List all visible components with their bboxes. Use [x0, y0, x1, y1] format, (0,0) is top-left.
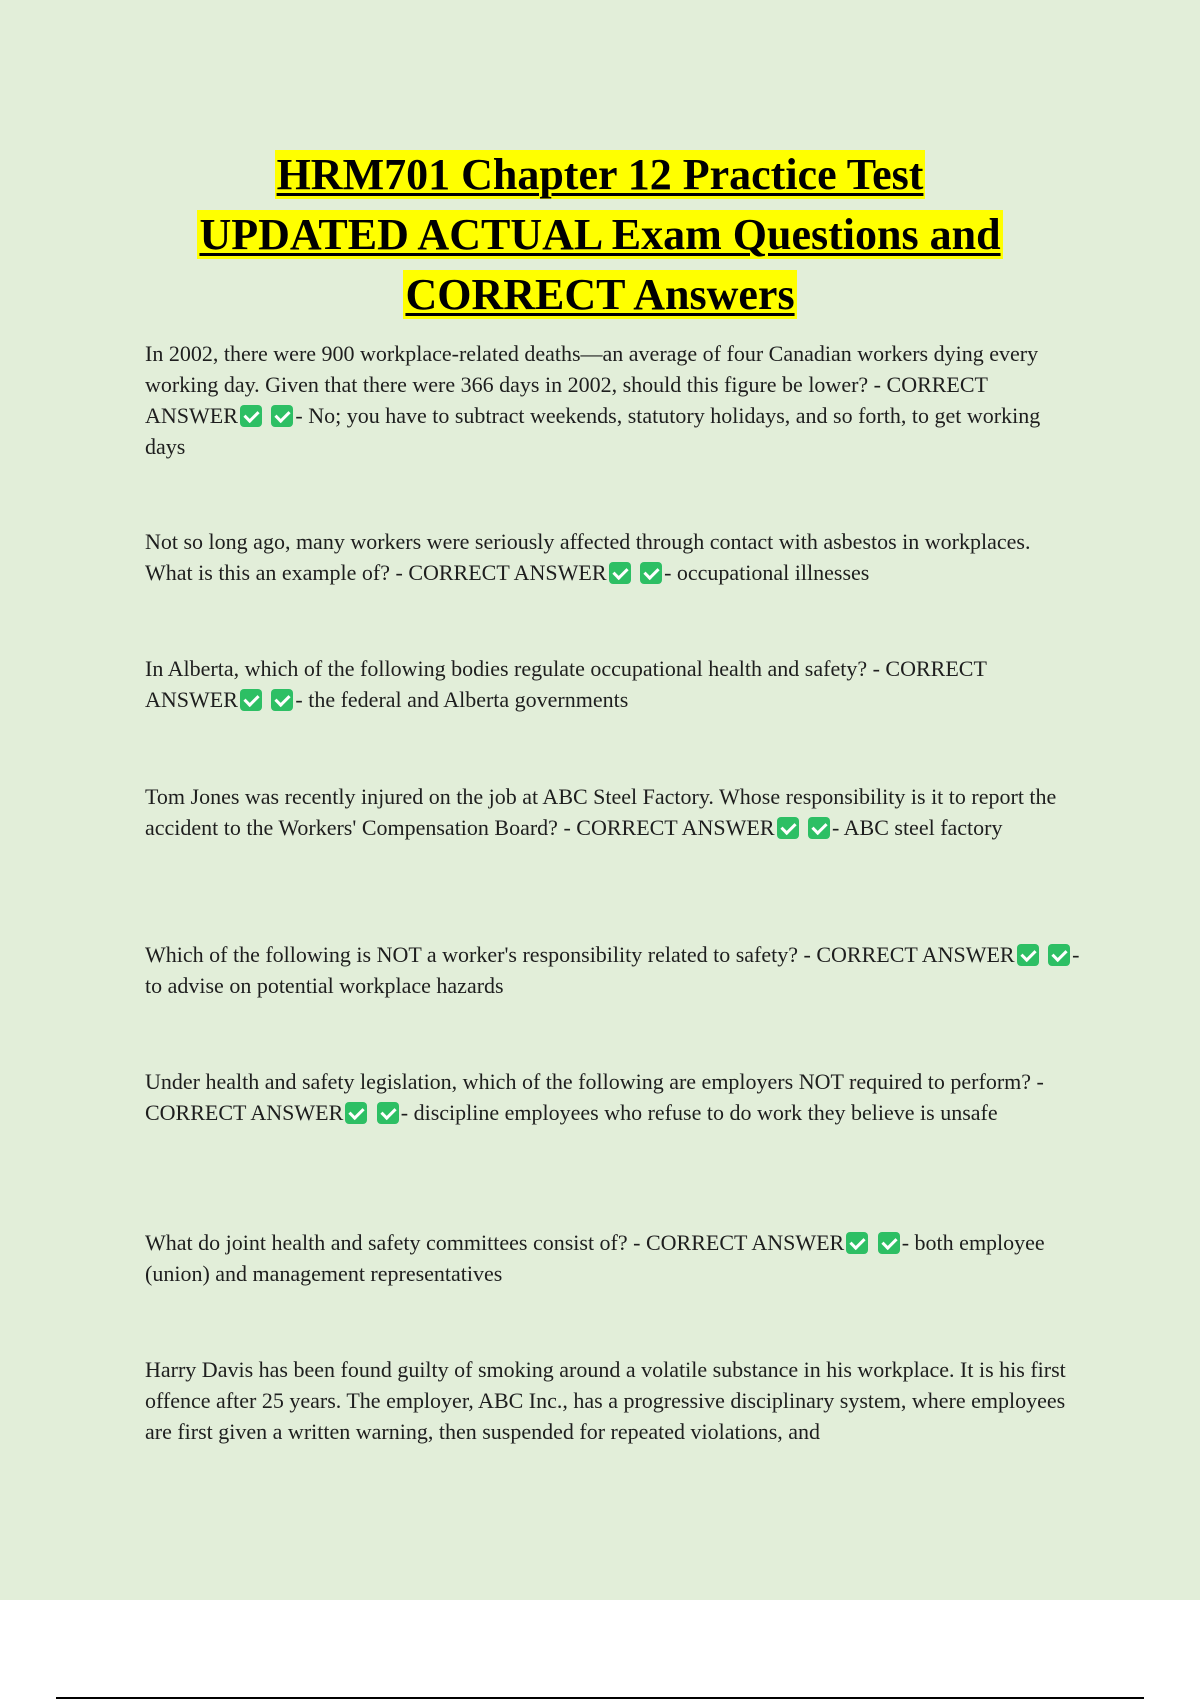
answer-text: - No; you have to subtract weekends, statutory holidays, and so forth, to get working days [145, 403, 1041, 459]
answer-marker: CORRECT ANSWER [408, 560, 607, 585]
answer-marker: CORRECT ANSWER [145, 656, 987, 712]
answer-marker: CORRECT ANSWER [816, 942, 1015, 967]
question-text: In 2002, there were 900 workplace-related deaths—an average of four Canadian workers dying every working day. Given that there were 366 days in 2002, should this figure be lower? - [145, 341, 1039, 397]
answer-text: - the federal and Alberta governments [295, 687, 629, 712]
check-icon [808, 817, 830, 839]
footer-divider [56, 1697, 1144, 1699]
check-icon [640, 562, 662, 584]
check-icon [777, 817, 799, 839]
question-text: What do joint health and safety committees consist of? - [145, 1230, 641, 1255]
check-icon [271, 405, 293, 427]
answer-text: - discipline employees who refuse to do work they believe is unsafe [400, 1100, 998, 1125]
check-icon [1017, 944, 1039, 966]
qa-item [145, 653, 1080, 715]
title-line-3: CORRECT Answers [405, 270, 795, 319]
qa-item [145, 1227, 1080, 1289]
question-text: Tom Jones was recently injured on the job at ABC Steel Factory. Whose responsibility is it to report the accident to the Workers' Compensation Board? - [145, 784, 1057, 840]
check-icon [846, 1232, 868, 1254]
answer-marker: CORRECT ANSWER [145, 372, 988, 428]
title-line-1: HRM701 Chapter 12 Practice Test [276, 150, 924, 199]
qa-item [145, 1354, 1080, 1447]
qa-item [145, 1066, 1080, 1128]
check-icon [377, 1102, 399, 1124]
check-icon [271, 689, 293, 711]
question-text: Harry Davis has been found guilty of smoking around a volatile substance in his workplace. It is his first offence after 25 years. The employer, ABC Inc., has a progressive disciplinary system, where employees are first given a written warning, then suspended for repeated violations, and [145, 1357, 1066, 1444]
question-text: In Alberta, which of the following bodies regulate occupational health and safety? - [145, 656, 880, 681]
check-icon [1048, 944, 1070, 966]
qa-item [145, 338, 1080, 462]
title-line-2: UPDATED ACTUAL Exam Questions and [199, 210, 1001, 259]
question-text: Under health and safety legislation, which of the following are employers NOT required to perform? - [145, 1069, 1044, 1094]
qa-item [145, 939, 1080, 1001]
check-icon [345, 1102, 367, 1124]
question-text: Not so long ago, many workers were seriously affected through contact with asbestos in workplaces. What is this an example of? - [145, 529, 1031, 585]
question-text: Which of the following is NOT a worker's responsibility related to safety? - [145, 942, 811, 967]
answer-text: - ABC steel factory [832, 815, 1003, 840]
check-icon [609, 562, 631, 584]
answer-text: - both employee (union) and management representatives [145, 1230, 1045, 1286]
check-icon [878, 1232, 900, 1254]
qa-item [145, 781, 1080, 843]
answer-marker: CORRECT ANSWER [145, 1100, 344, 1125]
qa-item [145, 526, 1080, 588]
answer-marker: CORRECT ANSWER [576, 815, 775, 840]
check-icon [240, 405, 262, 427]
check-icon [240, 689, 262, 711]
answer-text: - to advise on potential workplace hazards [145, 942, 1080, 998]
answer-text: - occupational illnesses [664, 560, 870, 585]
answer-marker: CORRECT ANSWER [645, 1230, 845, 1255]
document-title [100, 145, 1100, 325]
